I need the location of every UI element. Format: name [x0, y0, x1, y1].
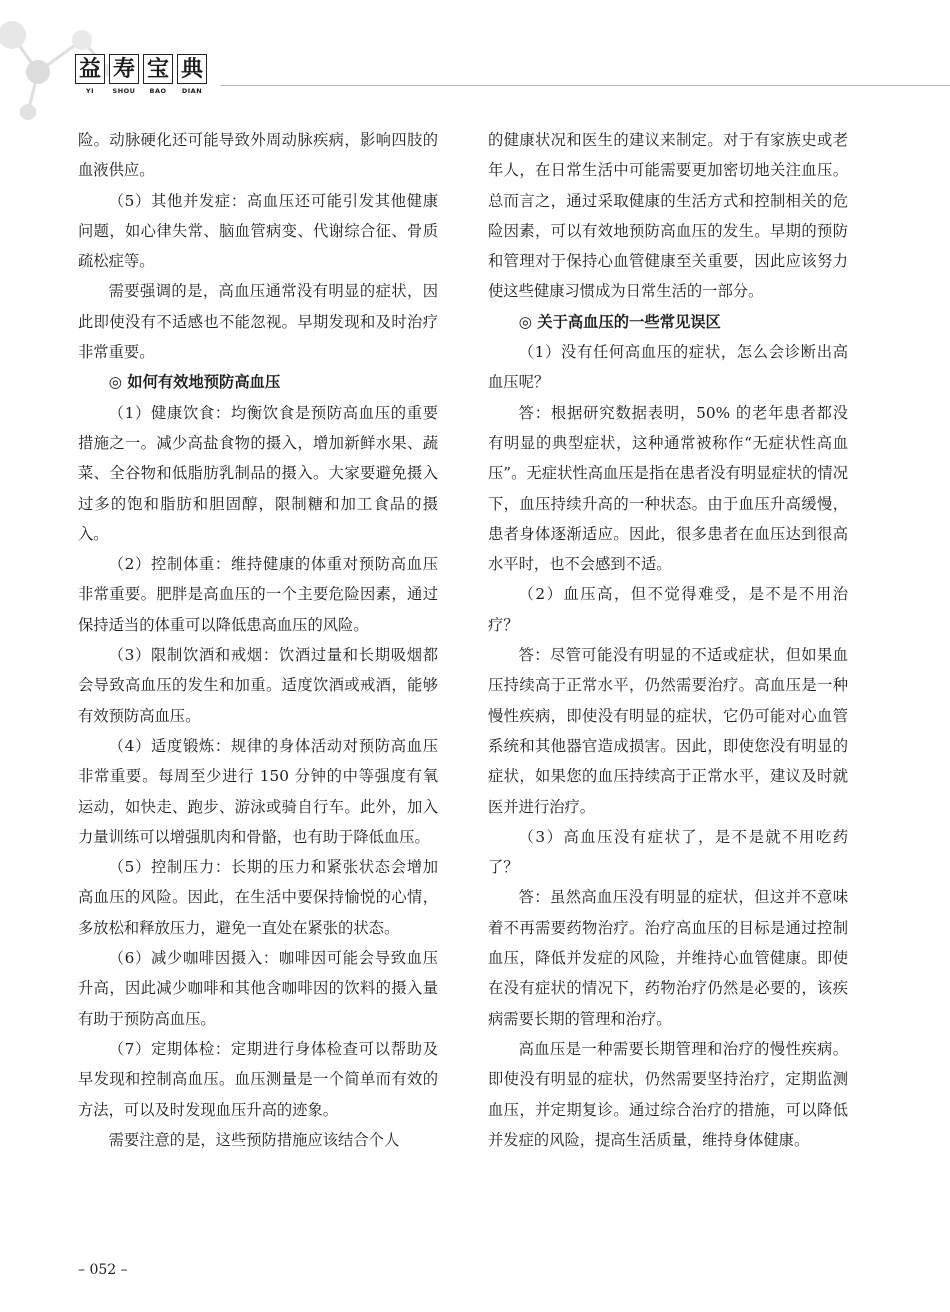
pinyin-label: DIAN — [181, 87, 203, 95]
paragraph: （1）健康饮食：均衡饮食是预防高血压的重要措施之一。减少高盐食物的摄入，增加新鲜水果、蔬菜、全谷物和低脂肪乳制品的摄入。大家要避免摄入过多的饱和脂肪和胆固醇，限制糖和加工食品的摄入。 — [78, 403, 438, 543]
paragraph: 需要注意的是，这些预防措施应该结合个人 — [108, 1130, 400, 1149]
paragraph: 险。动脉硬化还可能导致外周动脉疾病，影响四肢的血液供应。 — [78, 131, 438, 180]
paragraph: （6）减少咖啡因摄入：咖啡因可能会导致血压升高，因此减少咖啡和其他含咖啡因的饮料的摄入量有助于预防高血压。 — [78, 949, 438, 1028]
paragraph: （2）控制体重：维持健康的体重对预防高血压非常重要。肥胖是高血压的一个主要危险因素，通过保持适当的体重可以降低患高血压的风险。 — [78, 555, 438, 634]
pinyin-label: BAO — [149, 87, 167, 95]
paragraph: 需要强调的是，高血压通常没有明显的症状，因此即使没有不适感也不能忽视。早期发现和及时治疗非常重要。 — [78, 282, 438, 362]
pinyin-label: YI — [85, 87, 95, 95]
masthead-char: 宝 — [143, 54, 173, 84]
paragraph: 的健康状况和医生的建议来制定。对于有家族史或老年人，在日常生活中可能需要更加密切地关注血压。总而言之，通过采取健康的生活方式和控制相关的危险因素，可以有效地预防高血压的发生。早期的预防和管理对于保持心血管健康至关重要，因此应该努力使这些健康习惯成为日常生活的一部分。 — [488, 131, 848, 301]
section-heading: ◎ 关于高血压的一些常见误区 — [518, 312, 721, 331]
paragraph: （2）血压高，但不觉得难受，是不是不用治疗？ — [488, 585, 848, 634]
masthead-char: 益 — [75, 54, 105, 84]
right-column — [488, 125, 848, 1155]
masthead — [75, 54, 207, 95]
masthead-char: 寿 — [109, 54, 139, 84]
masthead-title — [75, 54, 207, 84]
paragraph: （4）适度锻炼：规律的身体活动对预防高血压非常重要。每周至少进行 150 分钟的中等强度有氧运动，如快走、跑步、游泳或骑自行车。此外，加入力量训练可以增强肌肉和骨骼，也有助于降低血压。 — [78, 736, 438, 846]
paragraph: （3）高血压没有症状了，是不是就不用吃药了？ — [488, 827, 848, 877]
page-number: – 052 – — [78, 1262, 128, 1278]
masthead-pinyin — [75, 87, 207, 95]
header-rule — [220, 85, 950, 86]
paragraph: （5）其他并发症：高血压还可能引发其他健康问题，如心律失常、脑血管病变、代谢综合征、骨质疏松症等。 — [78, 191, 438, 271]
paragraph: （7）定期体检：定期进行身体检查可以帮助及早发现和控制高血压。血压测量是一个简单而有效的方法，可以及时发现血压升高的迹象。 — [78, 1039, 438, 1119]
paragraph: （3）限制饮酒和戒烟：饮酒过量和长期吸烟都会导致高血压的发生和加重。适度饮酒或戒酒，能够有效预防高血压。 — [78, 646, 438, 725]
paragraph: 答：根据研究数据表明，50% 的老年患者都没有明显的典型症状，这种通常被称作“无症状性高血压”。无症状性高血压是指在患者没有明显症状的情况下，血压持续升高的一种状态。由于血压升高缓慢，患者身体逐渐适应。因此，很多患者在血压达到很高水平时，也不会感到不适。 — [488, 403, 848, 574]
paragraph: 答：虽然高血压没有明显的症状，但这并不意味着不再需要药物治疗。治疗高血压的目标是通过控制血压，降低并发症的风险，并维持心血管健康。即使在没有症状的情况下，药物治疗仍然是必要的，该疾病需要长期的管理和治疗。 — [488, 888, 848, 1028]
paragraph: （5）控制压力：长期的压力和紧张状态会增加高血压的风险。因此，在生活中要保持愉悦的心情，多放松和释放压力，避免一直处在紧张的状态。 — [78, 858, 438, 937]
section-heading: ◎ 如何有效地预防高血压 — [108, 373, 281, 392]
paragraph: （1）没有任何高血压的症状，怎么会诊断出高血压呢？ — [488, 343, 848, 392]
pinyin-label: SHOU — [112, 87, 136, 95]
paragraph: 高血压是一种需要长期管理和治疗的慢性疾病。即使没有明显的症状，仍然需要坚持治疗，定期监测血压，并定期复诊。通过综合治疗的措施，可以降低并发症的风险，提高生活质量，维持身体健康。 — [488, 1039, 848, 1149]
masthead-char: 典 — [177, 54, 207, 84]
paragraph: 答：尽管可能没有明显的不适或症状，但如果血压持续高于正常水平，仍然需要治疗。高血压是一种慢性疾病，即使没有明显的症状，它仍可能对心血管系统和其他器官造成损害。因此，即使您没有明显的症状，如果您的血压持续高于正常水平，建议及时就医并进行治疗。 — [488, 646, 848, 816]
left-column — [78, 125, 438, 1155]
